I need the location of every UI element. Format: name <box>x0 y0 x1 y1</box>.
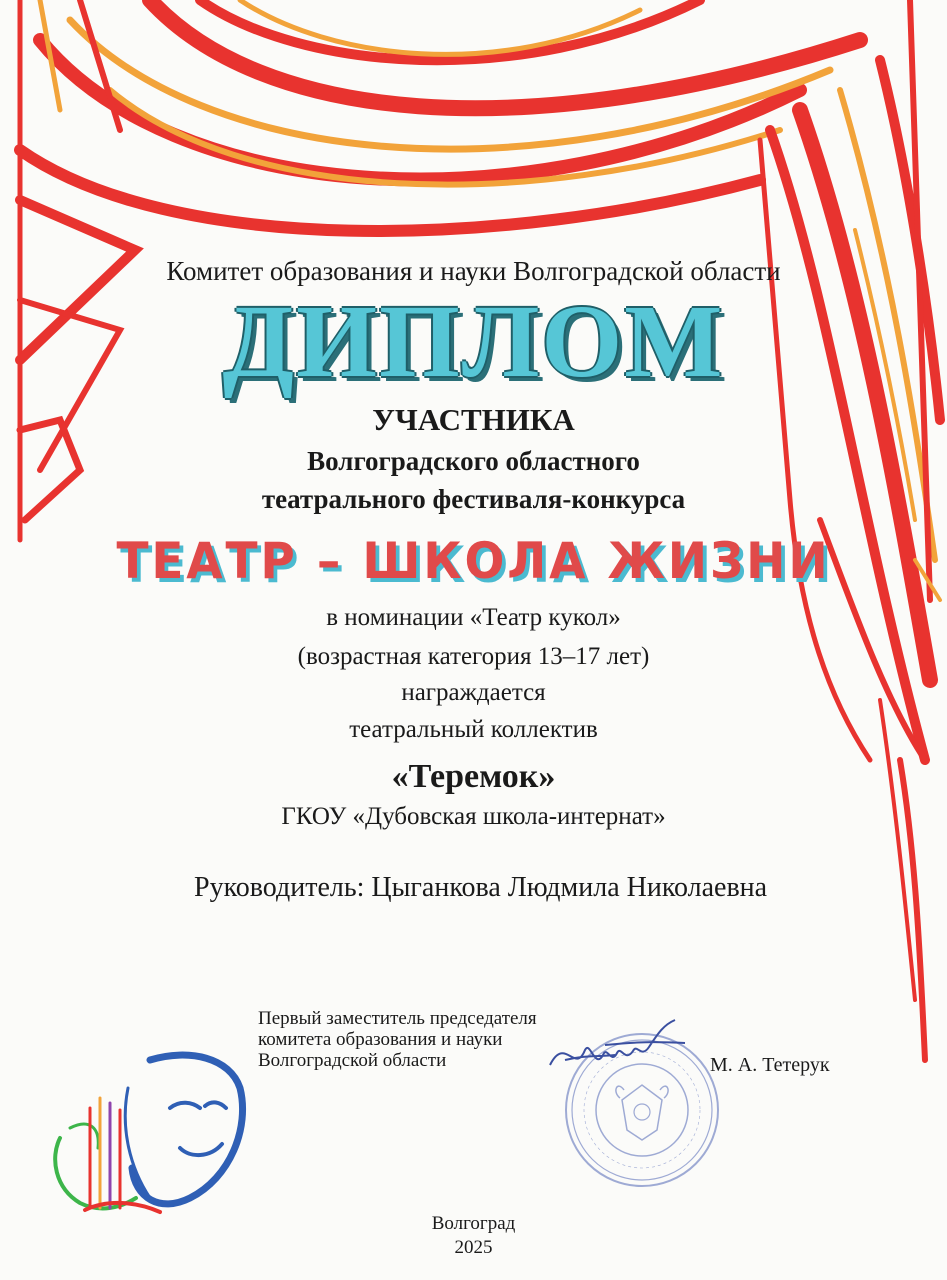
festival-line-2: театрального фестиваля-конкурса <box>261 484 686 514</box>
signatory-title-line: Первый заместитель председателя <box>258 1008 537 1029</box>
awarded-text: награждается <box>401 679 546 706</box>
diploma-title: ДИПЛОМ <box>222 284 725 399</box>
committee-name: Комитет образования и науки Волгоградской области <box>166 256 781 286</box>
signatory-title <box>258 1008 537 1071</box>
diploma-subtitle: УЧАСТНИКА <box>372 402 575 437</box>
handwritten-signature-icon <box>545 1015 695 1085</box>
nomination: в номинации «Театр кукол» <box>326 604 621 631</box>
signatory-title-line: Волгоградской области <box>258 1050 447 1071</box>
signatory-name: М. А. Тетерук <box>710 1054 830 1076</box>
theatre-mask-logo-icon <box>40 1048 250 1218</box>
leader-line: Руководитель: Цыганкова Людмила Николаевна <box>194 872 768 903</box>
collective-name: «Теремок» <box>391 758 556 795</box>
age-category: (возрастная категория 13–17 лет) <box>297 643 650 670</box>
city: Волгоград <box>431 1213 516 1234</box>
signatory-title-line: комитета образования и науки <box>258 1029 503 1050</box>
festival-line-1: Волгоградского областного <box>307 446 640 476</box>
year: 2025 <box>454 1237 493 1258</box>
collective-label: театральный коллектив <box>349 716 598 743</box>
festival-name: ТЕАТР – ШКОЛА ЖИЗНИ <box>116 532 831 590</box>
school-name: ГКОУ «Дубовская школа-интернат» <box>281 803 666 830</box>
